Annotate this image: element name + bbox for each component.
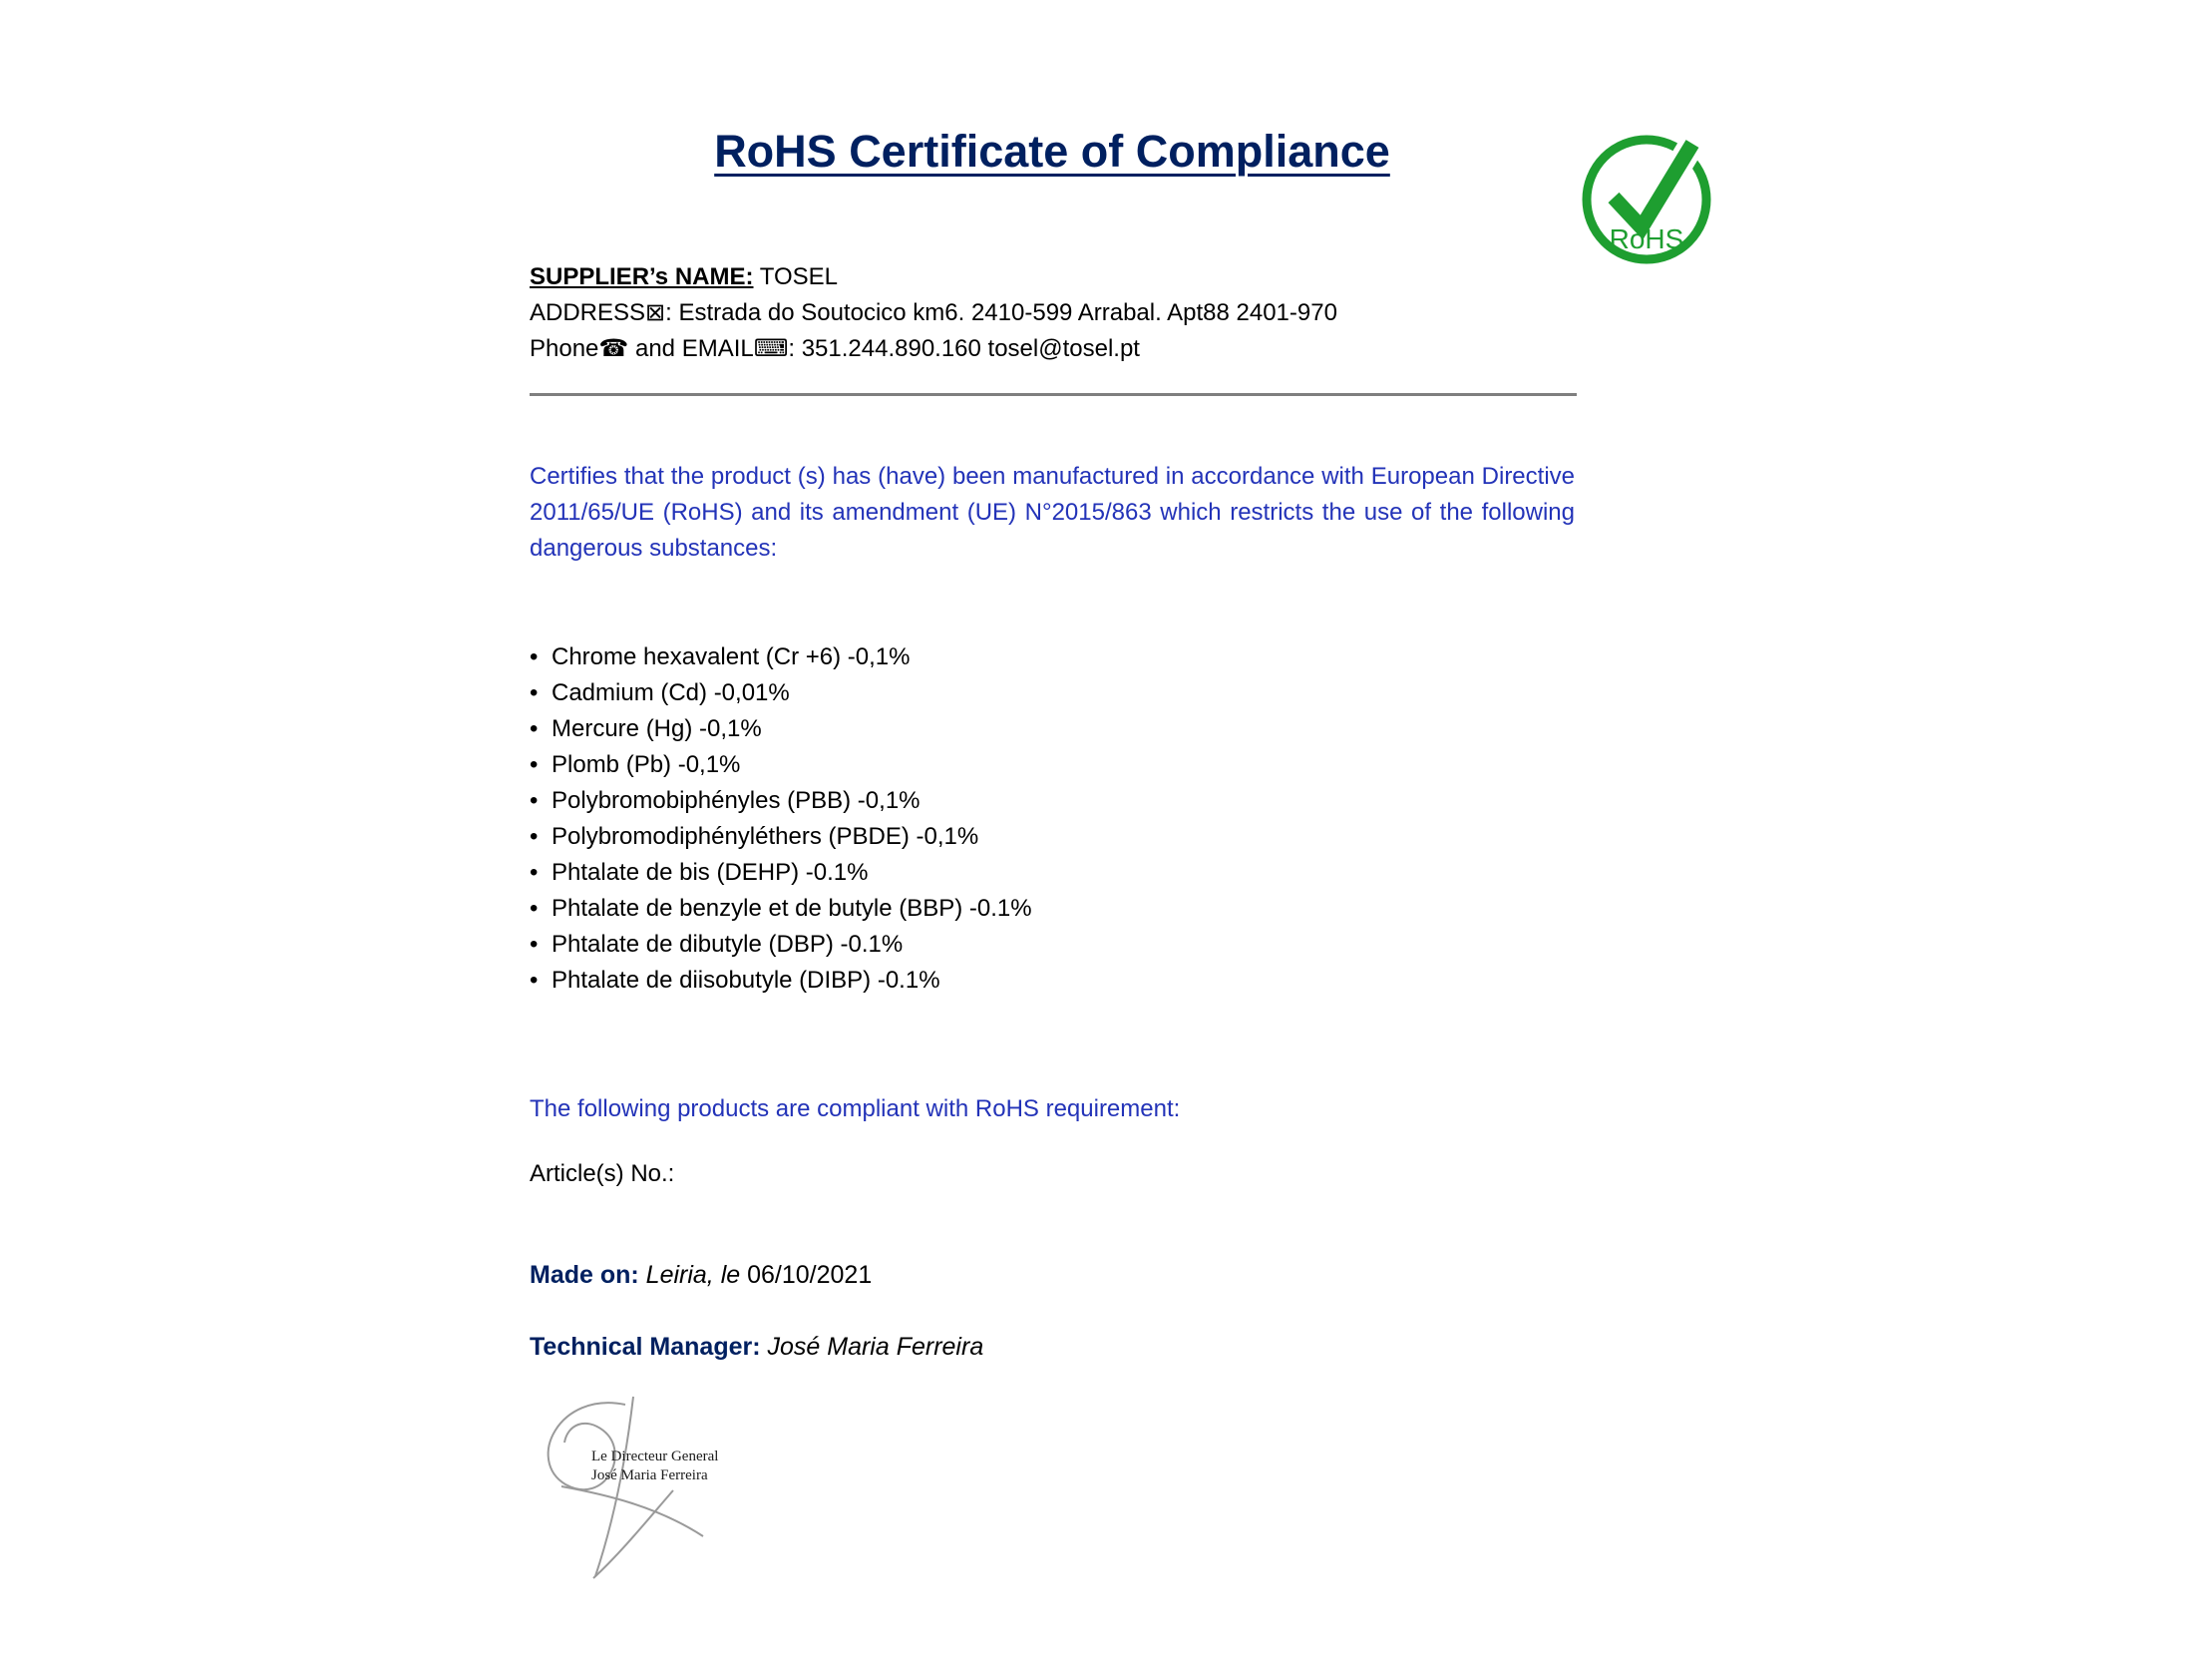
bullet-marker: • [530,967,539,994]
bullet-marker: • [530,679,539,706]
substance-text: Phtalate de diisobutyle (DIBP) -0.1% [552,967,940,994]
bullet-marker: • [530,823,539,850]
phone-icon: ☎ [598,335,629,362]
logo-label: RoHS [1609,223,1684,254]
substance-item [530,855,1575,891]
email-label: and EMAIL [628,335,754,362]
bullet-marker: • [530,751,539,778]
horizontal-divider [530,393,1577,396]
computer-icon: ⌨ [753,335,789,362]
bullet-marker: • [530,931,539,958]
rohs-logo-graphic [1574,118,1723,267]
address-label: ADDRESS [530,299,646,326]
substance-text: Phtalate de bis (DEHP) -0.1% [552,859,869,886]
bullet-marker: • [530,895,539,922]
phone-label: Phone [530,335,599,362]
substance-text: Plomb (Pb) -0,1% [552,751,741,778]
signature-area [534,1395,833,1624]
substance-item [530,747,1575,783]
supplier-name-line [530,259,1575,295]
supplier-address-line [530,295,1575,331]
bullet-marker: • [530,859,539,886]
manager-name: José Maria Ferreira [760,1333,984,1361]
substance-item [530,819,1575,855]
envelope-icon: ⊠ [645,299,666,326]
signature-sweep [561,1486,703,1536]
substance-item [530,783,1575,819]
address-value: : Estrada do Soutocico km6. 2410-599 Arrabal. Apt88 2401-970 [665,299,1337,326]
signature-name: José Maria Ferreira [591,1467,708,1483]
signature-downstroke [595,1397,633,1576]
bullet-marker: • [530,643,539,670]
made-on-date: 06/10/2021 [740,1261,873,1289]
supplier-name-label: SUPPLIER’s NAME: [530,263,754,290]
articles-label: Article(s) No.: [530,1160,675,1187]
signature-title: Le Directeur General [591,1449,719,1464]
substance-item [530,639,1575,675]
substance-item [530,927,1575,963]
made-on-label: Made on: [530,1261,639,1289]
bullet-marker: • [530,787,539,814]
substance-text: Polybromodiphényléthers (PBDE) -0,1% [552,823,979,850]
bullet-marker: • [530,715,539,742]
signature-caption [591,1448,718,1485]
made-on-place: Leiria, le [638,1261,741,1289]
substance-item [530,675,1575,711]
substance-item [530,891,1575,927]
substance-text: Chrome hexavalent (Cr +6) -0,1% [552,643,911,670]
substances-list [530,639,1575,999]
supplier-name-value: TOSEL [753,263,838,290]
contact-value: : 351.244.890.160 tosel@tosel.pt [788,335,1140,362]
substance-text: Phtalate de dibutyle (DBP) -0.1% [552,931,904,958]
substance-text: Phtalate de benzyle et de butyle (BBP) -0.1% [552,895,1032,922]
certification-statement: Certifies that the product (s) has (have) been manufactured in accordance with European Directive 2011/65/UE (RoHS) and its amendment (UE) N°2015/863 which restricts the use of the following dangerous substances: [530,463,1575,562]
substance-text: Polybromobiphényles (PBB) -0,1% [552,787,921,814]
rohs-logo [1574,118,1723,267]
supplier-contact-line [530,331,1575,367]
manager-label: Technical Manager: [530,1333,761,1361]
page-title: RoHS Certificate of Compliance [714,126,1390,177]
compliance-statement: The following products are compliant with RoHS requirement: [530,1095,1181,1122]
signature-flourish [534,1395,833,1624]
manager-line [530,1333,983,1362]
substance-text: Cadmium (Cd) -0,01% [552,679,790,706]
substance-item [530,963,1575,999]
made-on-line [530,1261,872,1290]
supplier-block [530,259,1575,367]
substance-item [530,711,1575,747]
substance-text: Mercure (Hg) -0,1% [552,715,762,742]
